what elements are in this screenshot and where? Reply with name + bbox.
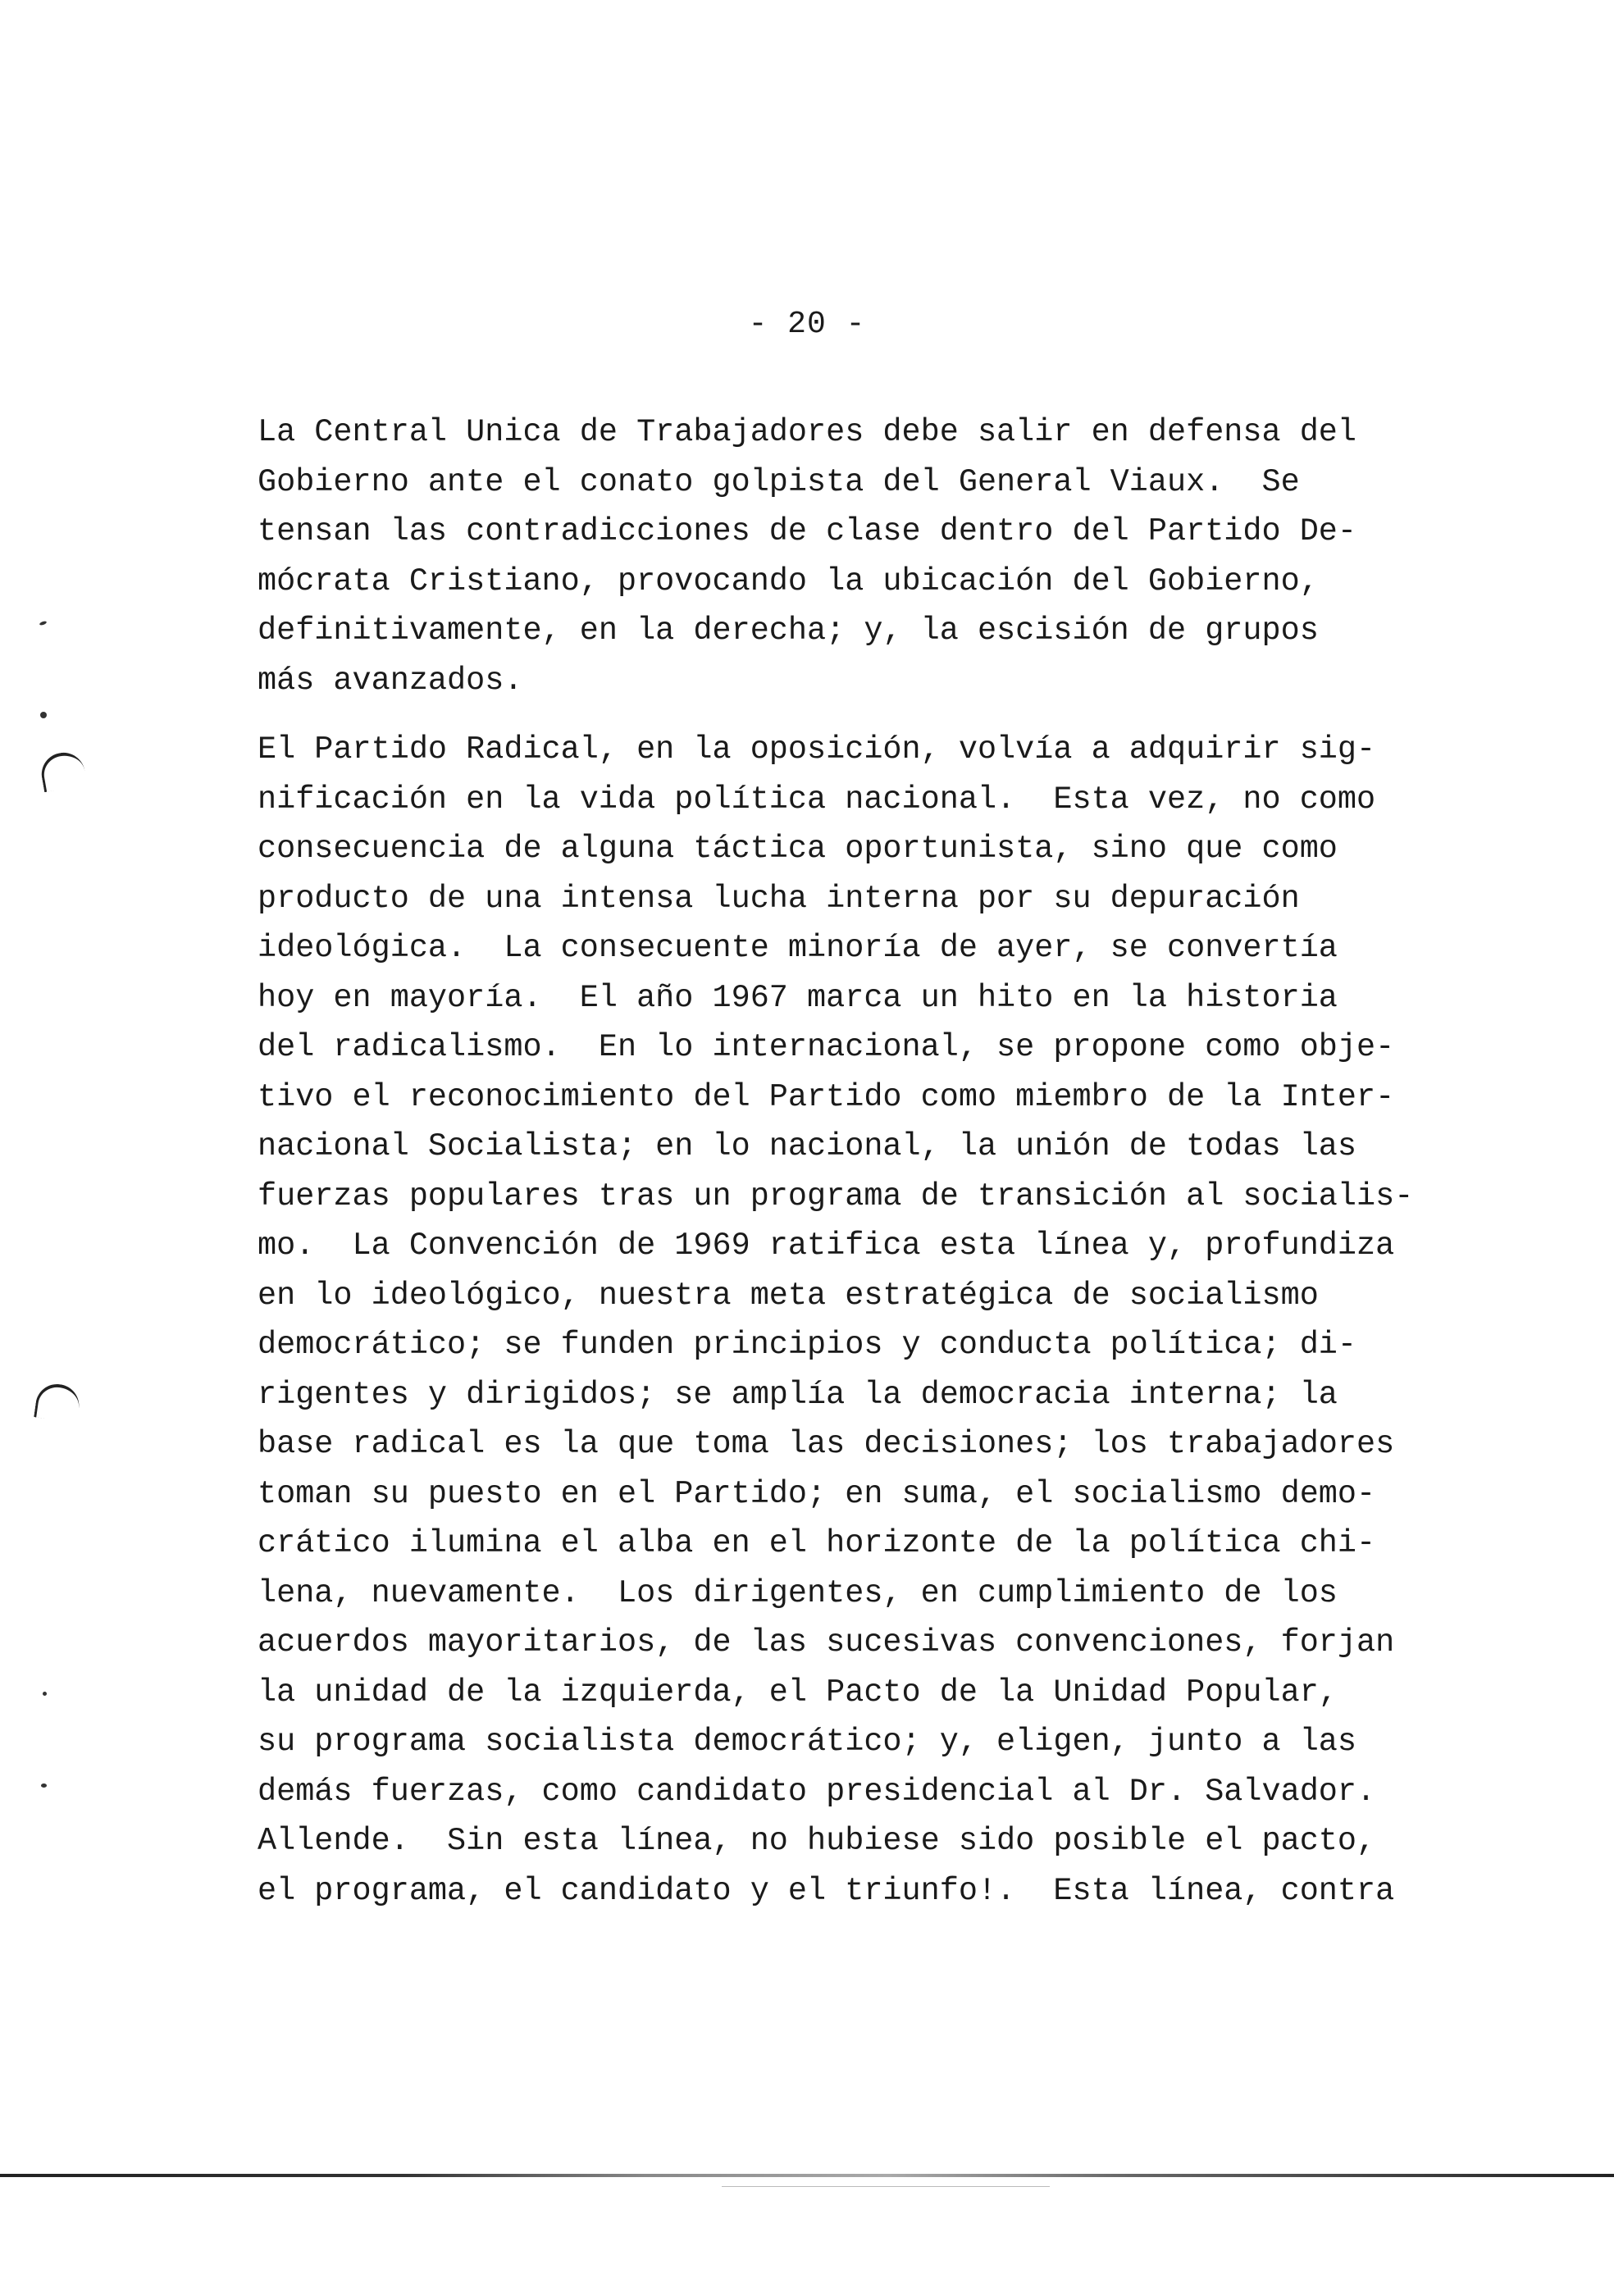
text-line: ideológica. La consecuente minoría de ayer, se convertía	[258, 930, 1338, 966]
text-line: producto de una intensa lucha interna por su depuración	[258, 880, 1300, 917]
text-line: en lo ideológico, nuestra meta estratégica de socialismo	[258, 1277, 1319, 1314]
text-line: La Central Unica de Trabajadores debe salir en defensa del	[258, 414, 1357, 450]
page-number: - 20 -	[748, 307, 866, 342]
binding-hole-mark	[34, 1382, 82, 1424]
text-line: base radical es la que toma las decisiones; los trabajadores	[258, 1426, 1395, 1462]
text-line: acuerdos mayoritarios, de las sucesivas convenciones, forjan	[258, 1624, 1395, 1660]
text-line: Gobierno ante el conato golpista del General Viaux. Se	[258, 463, 1300, 500]
text-line: mo. La Convención de 1969 ratifica esta línea y, profundiza	[258, 1228, 1395, 1264]
text-line: el programa, el candidato y el triunfo!. Esta línea, contra	[258, 1872, 1395, 1909]
text-line: tensan las contradicciones de clase dentro del Partido De-	[258, 513, 1357, 549]
bottom-scan-edge	[0, 2174, 1614, 2177]
text-line: definitivamente, en la derecha; y, la escisión de grupos	[258, 613, 1319, 649]
text-line: fuerzas populares tras un programa de transición al socialis-	[258, 1178, 1414, 1214]
text-line: lena, nuevamente. Los dirigentes, en cumplimiento de los	[258, 1574, 1338, 1611]
text-line: mócrata Cristiano, provocando la ubicación del Gobierno,	[258, 563, 1319, 599]
text-line: nacional Socialista; en lo nacional, la unión de todas las	[258, 1128, 1357, 1164]
text-line: rigentes y dirigidos; se amplía la democracia interna; la	[258, 1376, 1338, 1413]
margin-speck	[39, 621, 48, 626]
bottom-scan-edge-faint	[722, 2186, 1050, 2187]
text-line: su programa socialista democrático; y, eligen, junto a las	[258, 1724, 1357, 1760]
text-line: crático ilumina el alba en el horizonte de la política chi-	[258, 1525, 1376, 1561]
text-line: nificación en la vida política nacional. Esta vez, no como	[258, 781, 1376, 818]
text-line: Allende. Sin esta línea, no hubiese sido posible el pacto,	[258, 1823, 1376, 1859]
text-line: toman su puesto en el Partido; en suma, el socialismo demo-	[258, 1475, 1376, 1512]
text-line: hoy en mayoría. El año 1967 marca un hito en la historia	[258, 979, 1338, 1016]
text-line: El Partido Radical, en la oposición, volvía a adquirir sig-	[258, 731, 1376, 768]
paragraph-1	[258, 408, 1537, 705]
text-line: la unidad de la izquierda, el Pacto de la Unidad Popular,	[258, 1674, 1338, 1711]
text-line: consecuencia de alguna táctica oportunista, sino que como	[258, 831, 1338, 867]
text-line: del radicalismo. En lo internacional, se propone como obje-	[258, 1029, 1395, 1065]
margin-speck	[43, 1692, 47, 1696]
text-line: democrático; se funden principios y conducta política; di-	[258, 1327, 1357, 1363]
paragraph-2	[258, 725, 1537, 1916]
margin-speck	[41, 1784, 47, 1788]
text-line: demás fuerzas, como candidato presidencial al Dr. Salvador.	[258, 1773, 1376, 1810]
binding-hole-mark	[39, 749, 88, 793]
text-line: tivo el reconocimiento del Partido como miembro de la Inter-	[258, 1078, 1395, 1115]
margin-speck	[40, 712, 47, 718]
text-line: más avanzados.	[258, 662, 523, 699]
